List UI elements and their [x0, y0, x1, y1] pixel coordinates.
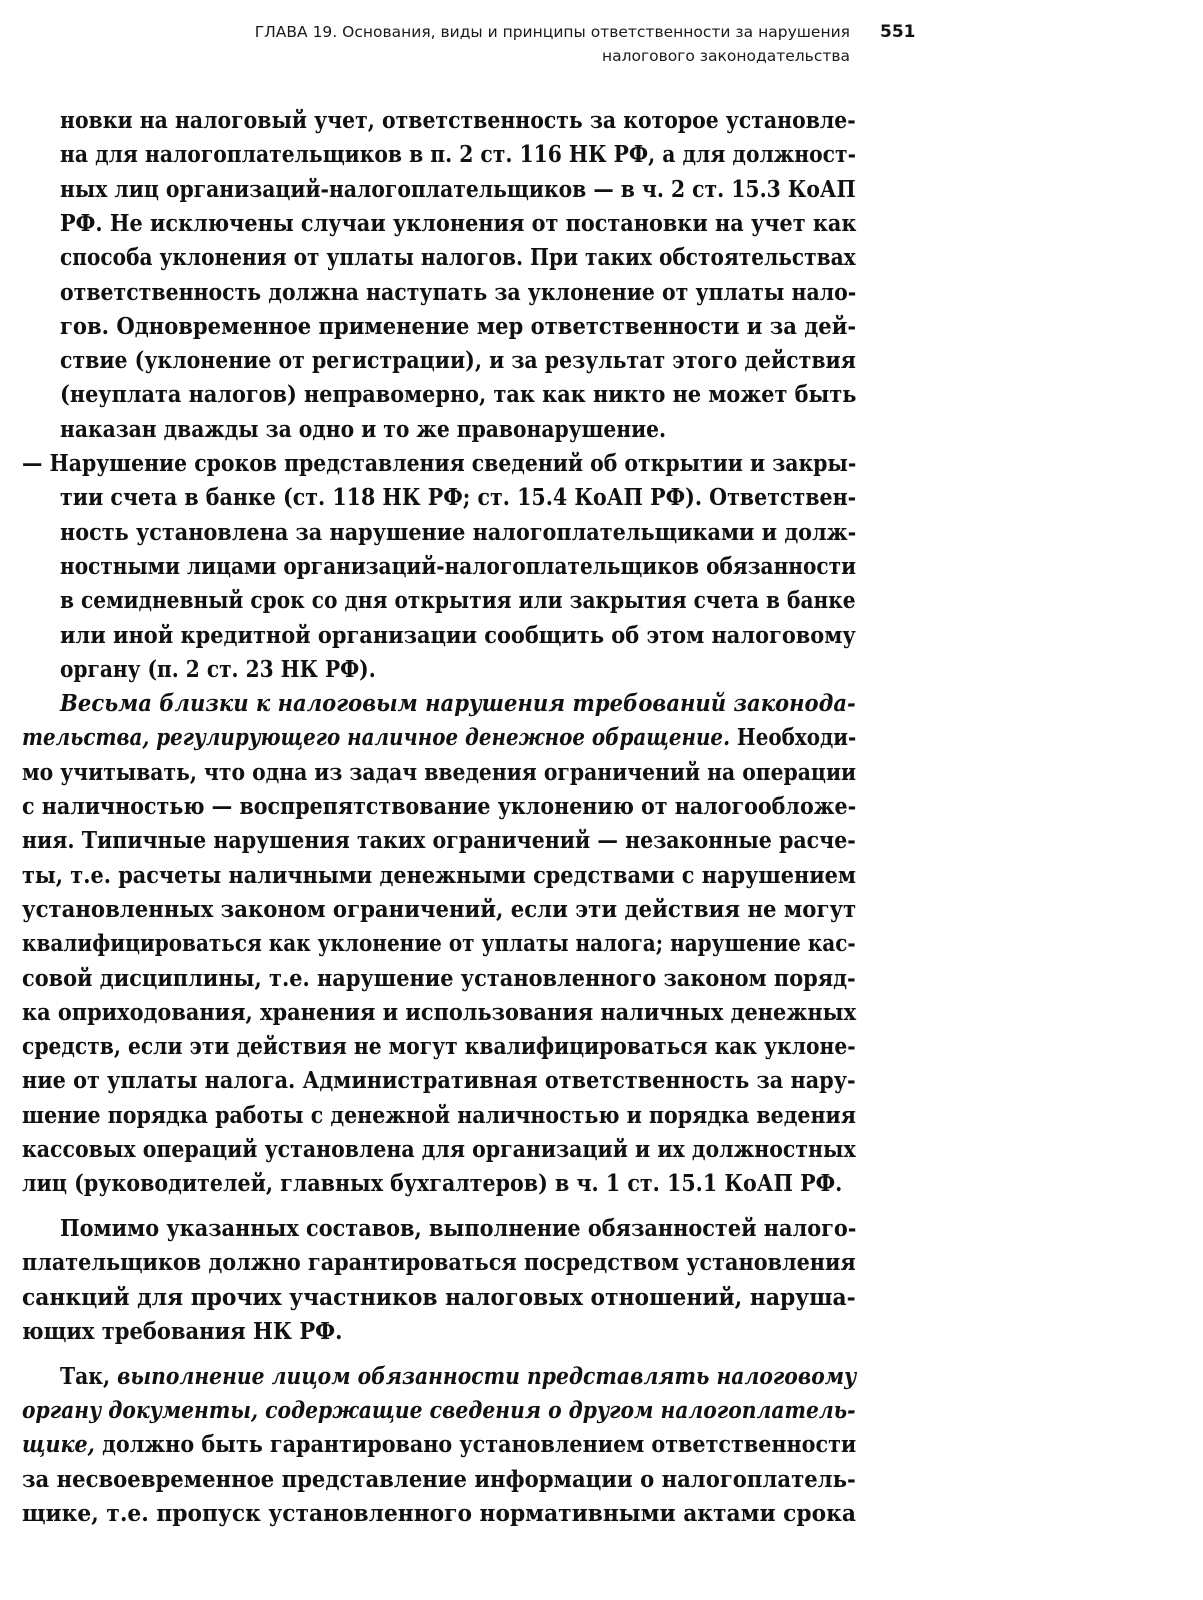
text-line-italic: органу документы, содержащие сведения о другом налогоплатель- — [22, 1396, 856, 1424]
text-line: ностными лицами организаций-налогоплательщиков обязанности — [60, 552, 856, 580]
text-line: квалифицироваться как уклонение от уплаты налога; нарушение кас- — [22, 930, 856, 958]
text-line-mixed: щике, должно быть гарантировано установлением ответственности — [22, 1431, 857, 1459]
page-number: 551 — [880, 22, 916, 42]
text-line: наказан дважды за одно и то же правонарушение. — [60, 415, 667, 443]
chapter-title-line-1: ГЛАВА 19. Основания, виды и принципы ответственности за нарушения — [254, 23, 850, 41]
text-line: шение порядка работы с денежной наличностью и порядка ведения — [22, 1101, 856, 1129]
text-line: способа уклонения от уплаты налогов. При таких обстоятельствах — [60, 244, 856, 272]
text-line-mixed: Так, выполнение лицом обязанности представлять налоговому — [60, 1362, 857, 1390]
text-line: ных лиц организаций-налогоплательщиков — в ч. 2 ст. 15.3 КоАП — [60, 175, 856, 203]
text-line: ка оприходования, хранения и использования наличных денежных — [22, 998, 857, 1026]
text-line: ния. Типичные нарушения таких ограничений — незаконные расче- — [22, 827, 856, 855]
text-line: ответственность должна наступать за уклонение от уплаты нало- — [60, 278, 857, 306]
text-line: с наличностью — воспрепятствование уклонению от налогообложе- — [22, 793, 857, 820]
text-line: мо учитывать, что одна из задач введения ограничений на операции — [22, 758, 857, 786]
text-line: Помимо указанных составов, выполнение обязанностей налого- — [60, 1215, 857, 1242]
text-line: совой дисциплины, т.е. нарушение установленного законом поряд- — [22, 964, 856, 992]
text-line: щике, т.е. пропуск установленного нормативными актами срока — [22, 1499, 856, 1527]
list-item-dash-line: — Нарушение сроков представления сведений об открытии и закры- — [22, 450, 857, 477]
text-line: РФ. Не исключены случаи уклонения от постановки на учет как — [60, 209, 857, 237]
text-line: за несвоевременное представление информации о налогоплатель- — [22, 1465, 856, 1493]
text-line: новки на налоговый учет, ответственность за которое установле- — [60, 107, 856, 134]
text-line: ние от уплаты налога. Административная ответственность за нару- — [22, 1067, 856, 1095]
text-line: ность установлена за нарушение налогоплательщиками и долж- — [60, 518, 857, 546]
text-line: (неуплата налогов) неправомерно, так как никто не может быть — [60, 381, 857, 409]
text-line-mixed: тельства, регулирующего наличное денежное обращение. Необходи- — [22, 724, 857, 752]
chapter-title-line-2: налогового законодательства — [601, 47, 850, 65]
text-line: в семидневный срок со дня открытия или закрытия счета в банке — [60, 587, 856, 615]
text-line: органу (п. 2 ст. 23 НК РФ). — [60, 655, 376, 683]
text-line: средств, если эти действия не могут квалифицироваться как уклоне- — [22, 1033, 856, 1061]
text-line: гов. Одновременное применение мер ответственности и за дей- — [60, 312, 857, 340]
text-line: ты, т.е. расчеты наличными денежными средствами с нарушением — [22, 861, 857, 889]
text-line: санкций для прочих участников налоговых отношений, наруша- — [22, 1283, 856, 1311]
text-line: на для налогоплательщиков в п. 2 ст. 116 НК РФ, а для должност- — [60, 141, 857, 169]
text-line: установленных законом ограничений, если эти действия не могут — [22, 895, 857, 923]
running-header — [140, 20, 850, 68]
text-line: или иной кредитной организации сообщить об этом налоговому — [60, 621, 856, 649]
text-line: ющих требования НК РФ. — [22, 1317, 343, 1345]
text-line: тии счета в банке (ст. 118 НК РФ; ст. 15.4 КоАП РФ). Ответствен- — [60, 484, 857, 512]
text-line: кассовых операций установлена для организаций и их должностных — [22, 1136, 856, 1163]
text-line: ствие (уклонение от регистрации), и за результат этого действия — [60, 347, 856, 375]
text-line: плательщиков должно гарантироваться посредством установления — [22, 1249, 856, 1277]
text-line-italic: Весьма близки к налоговым нарушения требований законода- — [60, 690, 856, 718]
text-line: лиц (руководителей, главных бухгалтеров) в ч. 1 ст. 15.1 КоАП РФ. — [22, 1170, 843, 1198]
